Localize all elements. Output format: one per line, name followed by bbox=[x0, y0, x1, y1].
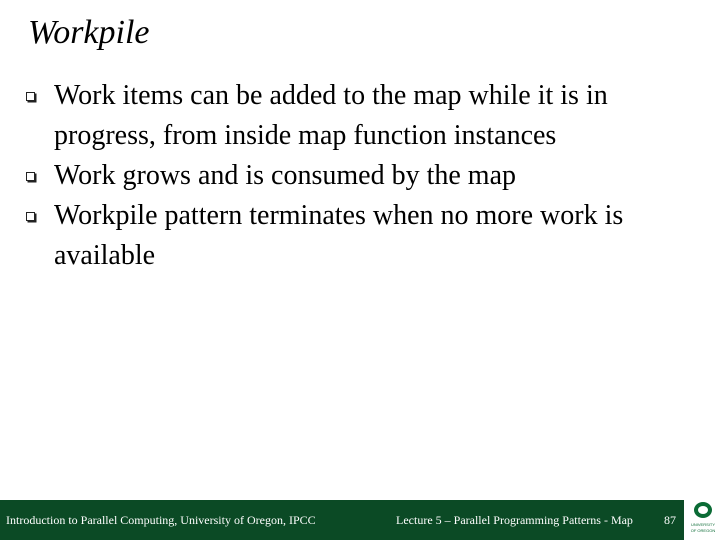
bullet-text: Work grows and is consumed by the map bbox=[54, 160, 516, 191]
logo-line-2: OF OREGON bbox=[690, 528, 716, 533]
university-of-oregon-logo-icon bbox=[686, 500, 720, 540]
square-bullet-icon bbox=[26, 212, 35, 221]
square-bullet-icon bbox=[26, 172, 35, 181]
slide-title: Workpile bbox=[28, 14, 150, 51]
uo-o-mark-icon bbox=[694, 502, 712, 518]
page-number: 87 bbox=[664, 513, 676, 527]
footer-lecture: Lecture 5 – Parallel Programming Patterns - Map bbox=[396, 513, 633, 527]
bullet-item-2 bbox=[0, 156, 720, 196]
logo-line-1: UNIVERSITY bbox=[690, 522, 715, 527]
bullet-item-1 bbox=[0, 76, 720, 156]
bullet-list bbox=[0, 76, 720, 276]
footer-course: Introduction to Parallel Computing, University of Oregon, IPCC bbox=[6, 513, 316, 527]
bullet-item-3 bbox=[0, 196, 720, 276]
bullet-text: Workpile pattern terminates when no more work is available bbox=[54, 200, 624, 271]
footer-bar bbox=[0, 500, 684, 540]
bullet-text: Work items can be added to the map while it is in progress, from inside map function instances bbox=[54, 80, 608, 151]
square-bullet-icon bbox=[26, 92, 35, 101]
